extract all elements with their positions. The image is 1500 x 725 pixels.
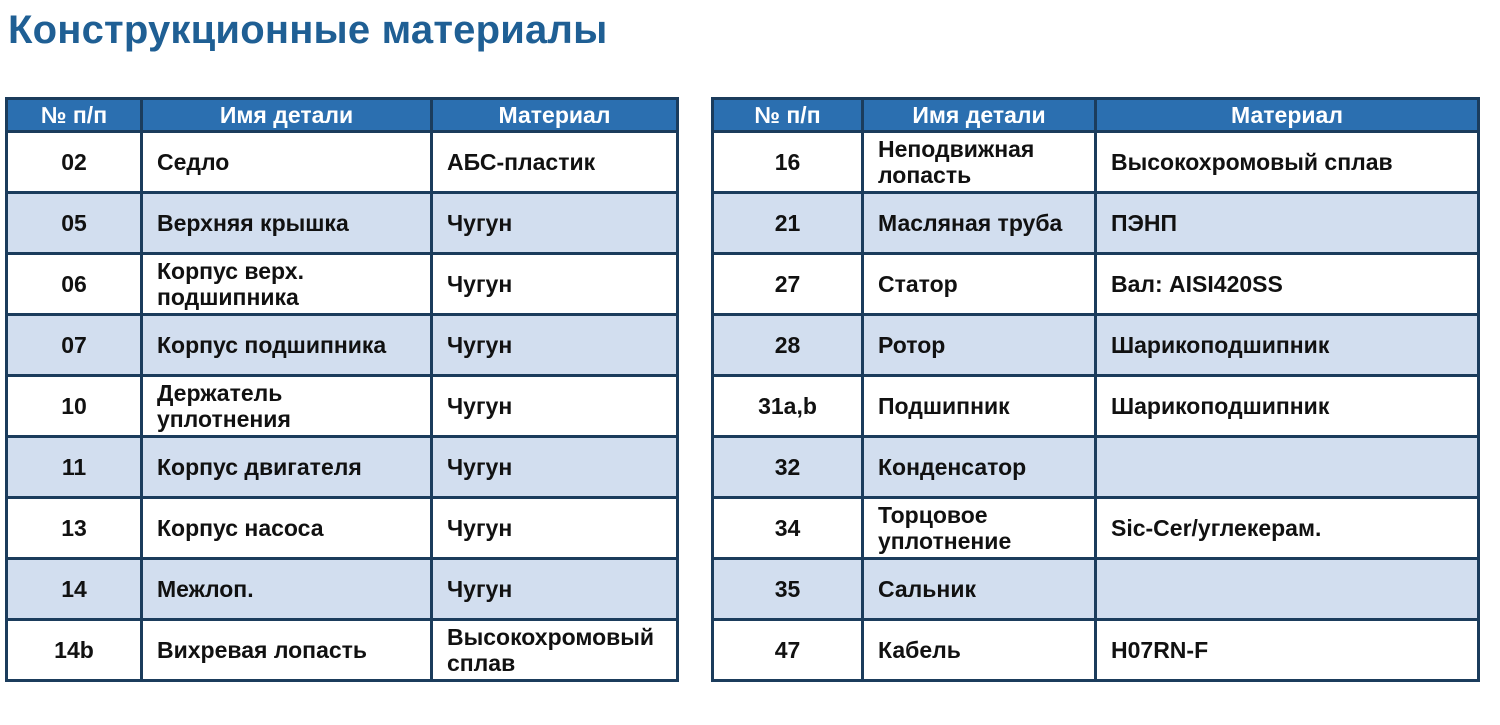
part-material: Чугун <box>432 254 678 315</box>
table-row <box>713 559 1479 620</box>
part-name: Корпус верх. подшипника <box>142 254 432 315</box>
part-material <box>1096 437 1479 498</box>
part-name: Верхняя крышка <box>142 193 432 254</box>
part-number: 11 <box>7 437 142 498</box>
column-header-number: № п/п <box>713 99 863 132</box>
part-name: Межлоп. <box>142 559 432 620</box>
table-row <box>713 315 1479 376</box>
part-number: 13 <box>7 498 142 559</box>
part-number: 21 <box>713 193 863 254</box>
part-material <box>1096 559 1479 620</box>
table-row <box>7 315 678 376</box>
part-material: Вал: AISI420SS <box>1096 254 1479 315</box>
part-number: 02 <box>7 132 142 193</box>
part-material: Чугун <box>432 498 678 559</box>
part-number: 14b <box>7 620 142 681</box>
part-material: Чугун <box>432 437 678 498</box>
part-name: Ротор <box>863 315 1096 376</box>
part-name: Торцовое уплотнение <box>863 498 1096 559</box>
table-row <box>7 254 678 315</box>
part-name: Масляная труба <box>863 193 1096 254</box>
part-number: 10 <box>7 376 142 437</box>
materials-table-right <box>711 97 1480 682</box>
part-name: Седло <box>142 132 432 193</box>
part-material: АБС-пластик <box>432 132 678 193</box>
part-name: Корпус подшипника <box>142 315 432 376</box>
part-name: Сальник <box>863 559 1096 620</box>
part-number: 47 <box>713 620 863 681</box>
column-header-part-name: Имя детали <box>863 99 1096 132</box>
part-material: Высокохромовый сплав <box>1096 132 1479 193</box>
part-material: Чугун <box>432 193 678 254</box>
part-number: 05 <box>7 193 142 254</box>
table-row <box>713 254 1479 315</box>
table-row <box>7 437 678 498</box>
part-material: ПЭНП <box>1096 193 1479 254</box>
part-material: Чугун <box>432 315 678 376</box>
table-row <box>713 193 1479 254</box>
part-name: Подшипник <box>863 376 1096 437</box>
column-header-part-name: Имя детали <box>142 99 432 132</box>
part-name: Вихревая лопасть <box>142 620 432 681</box>
part-number: 31a,b <box>713 376 863 437</box>
part-material: Шарикоподшипник <box>1096 376 1479 437</box>
part-name: Корпус двигателя <box>142 437 432 498</box>
column-header-material: Материал <box>432 99 678 132</box>
table-row <box>7 193 678 254</box>
table-row <box>7 132 678 193</box>
part-material: Чугун <box>432 376 678 437</box>
table-row <box>7 620 678 681</box>
part-name: Держатель уплотнения <box>142 376 432 437</box>
part-number: 35 <box>713 559 863 620</box>
part-material: H07RN-F <box>1096 620 1479 681</box>
table-header-row <box>7 99 678 132</box>
part-material: Чугун <box>432 559 678 620</box>
part-material: Высокохромовый сплав <box>432 620 678 681</box>
part-material: Sic-Cer/углекерам. <box>1096 498 1479 559</box>
part-number: 28 <box>713 315 863 376</box>
column-header-number: № п/п <box>7 99 142 132</box>
part-name: Конденсатор <box>863 437 1096 498</box>
part-number: 32 <box>713 437 863 498</box>
table-row <box>7 498 678 559</box>
part-name: Неподвижная лопасть <box>863 132 1096 193</box>
part-number: 16 <box>713 132 863 193</box>
part-name: Корпус насоса <box>142 498 432 559</box>
table-row <box>713 132 1479 193</box>
table-row <box>713 376 1479 437</box>
table-row <box>713 437 1479 498</box>
part-name: Кабель <box>863 620 1096 681</box>
part-number: 34 <box>713 498 863 559</box>
part-number: 27 <box>713 254 863 315</box>
part-number: 14 <box>7 559 142 620</box>
part-number: 07 <box>7 315 142 376</box>
part-material: Шарикоподшипник <box>1096 315 1479 376</box>
table-row <box>713 620 1479 681</box>
part-name: Статор <box>863 254 1096 315</box>
materials-table-left <box>5 97 679 682</box>
table-row <box>7 376 678 437</box>
part-number: 06 <box>7 254 142 315</box>
column-header-material: Материал <box>1096 99 1479 132</box>
table-row <box>7 559 678 620</box>
page-title: Конструкционные материалы <box>8 8 608 52</box>
table-header-row <box>713 99 1479 132</box>
table-row <box>713 498 1479 559</box>
